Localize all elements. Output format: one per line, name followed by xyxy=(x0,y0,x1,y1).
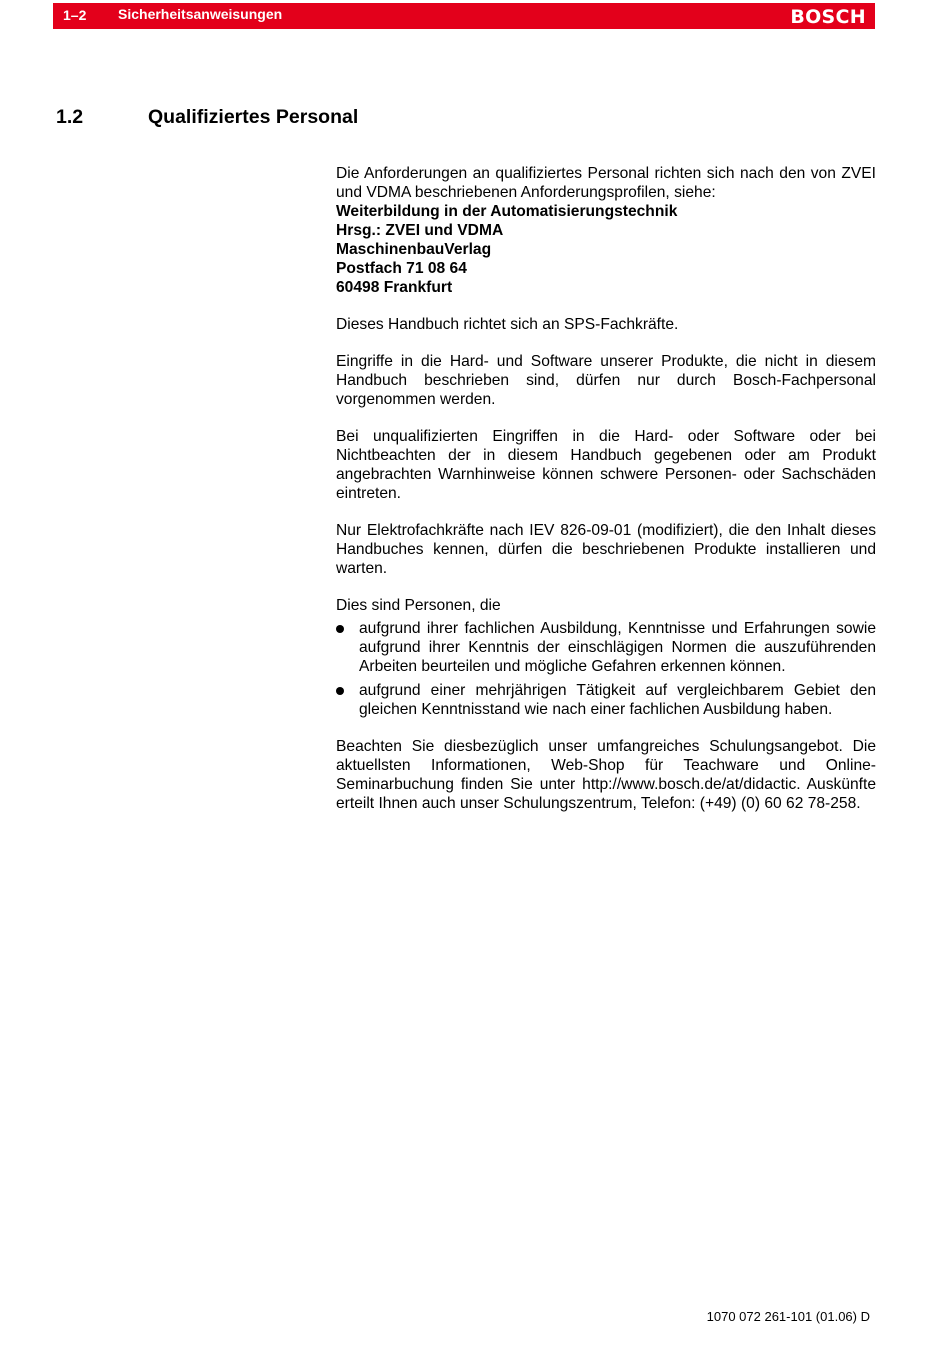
training-paragraph: Beachten Sie diesbezüglich unser umfangreiches Schulungsangebot. Die aktuellsten Informationen, Web-Shop für Teachware und Online-Seminarbuchung finden Sie unter http://www.bosch.de/at/didactic. Auskünfte erteilt Ihnen auch unser Schulungszentrum, Telefon: (+49) (0) 60 62 78-258. xyxy=(336,738,876,812)
reference-publisher: Hrsg.: ZVEI und VDMA xyxy=(336,222,504,239)
list-item-text: aufgrund einer mehrjährigen Tätigkeit auf vergleichbarem Gebiet den gleichen Kenntnisstand wie nach einer fachlichen Ausbildung haben. xyxy=(359,682,876,718)
chapter-title: Sicherheitsanweisungen xyxy=(118,6,283,22)
page-number: 1–2 xyxy=(63,7,87,23)
reference-verlag: MaschinenbauVerlag xyxy=(336,241,492,258)
page-header xyxy=(53,3,875,29)
bosch-logo: BOSCH xyxy=(790,6,866,28)
section-number: 1.2 xyxy=(56,106,84,128)
list-item xyxy=(336,619,876,676)
intro-paragraph xyxy=(336,164,876,297)
section-title: Qualifiziertes Personal xyxy=(148,106,359,128)
list-item-text: aufgrund ihrer fachlichen Ausbildung, Kenntnisse und Erfahrungen sowie aufgrund ihrer Kenntnis der einschlägigen Normen die auszuführenden Arbeiten beurteilen und mögliche Gefahren erkennen können. xyxy=(359,620,876,675)
warning-paragraph: Bei unqualifizierten Eingriffen in die Hard- oder Software oder bei Nichtbeachten der in diesem Handbuch gegebenen oder am Produkt angebrachten Warnhinweise können schwere Personen- oder Sachschäden eintreten. xyxy=(336,428,876,502)
list-item xyxy=(336,681,876,719)
intro-text: Die Anforderungen an qualifiziertes Personal richten sich nach den von ZVEI und VDMA beschriebenen Anforderungsprofilen, siehe: xyxy=(336,165,876,201)
reference-title: Weiterbildung in der Automatisierungstechnik xyxy=(336,203,678,220)
bullet-icon xyxy=(336,625,344,633)
reference-postbox: Postfach 71 08 64 xyxy=(336,260,467,277)
reference-city: 60498 Frankfurt xyxy=(336,279,453,296)
section-body xyxy=(336,164,876,831)
persons-intro: Dies sind Personen, die xyxy=(336,597,501,614)
document-number: 1070 072 261-101 (01.06) D xyxy=(706,1309,870,1324)
interventions-paragraph: Eingriffe in die Hard- und Software unserer Produkte, die nicht in diesem Handbuch beschrieben sind, dürfen nur durch Bosch-Fachpersonal vorgenommen werden. xyxy=(336,353,876,408)
audience-paragraph: Dieses Handbuch richtet sich an SPS-Fachkräfte. xyxy=(336,316,679,333)
bullet-icon xyxy=(336,687,344,695)
electricians-paragraph: Nur Elektrofachkräfte nach IEV 826-09-01 (modifiziert), die den Inhalt dieses Handbuches kennen, dürfen die beschriebenen Produkte installieren und warten. xyxy=(336,522,876,577)
persons-list xyxy=(336,619,876,719)
